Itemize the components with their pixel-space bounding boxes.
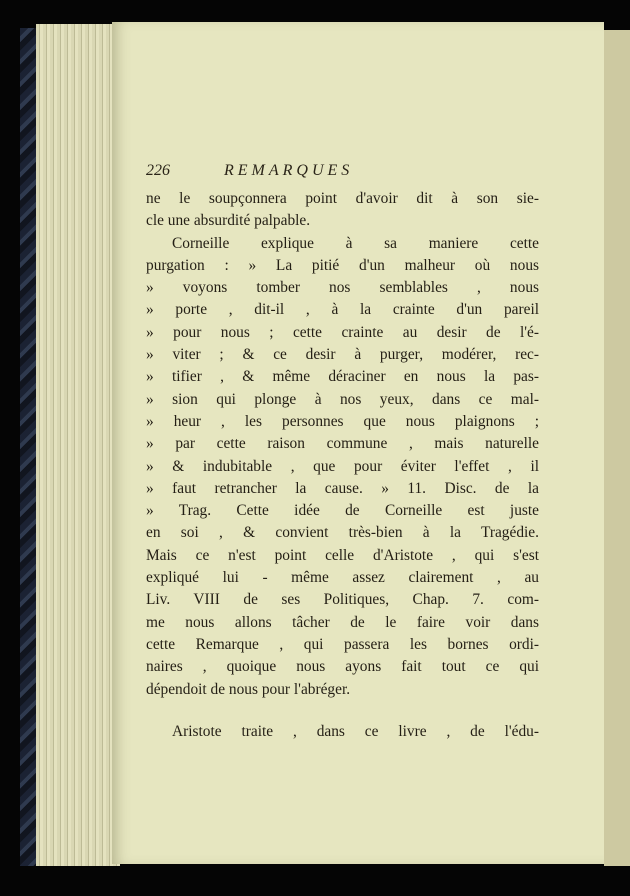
text-line: purgation : » La pitié d'un malheur où nous <box>146 256 539 274</box>
text-line: » Trag. Cette idée de Corneille est juste <box>146 502 539 520</box>
text-line: me nous allons tâcher de le faire voir dans <box>146 613 539 631</box>
text-line: » heur , les personnes que nous plaignons ; <box>146 412 539 430</box>
text-line: » & indubitable , que pour éviter l'effet , il <box>146 457 539 475</box>
text-line: Aristote traite , dans ce livre , de l'édu- <box>172 722 539 740</box>
text-line: Corneille explique à sa maniere cette <box>172 234 539 252</box>
text-line: cette Remarque , qui passera les bornes ordi- <box>146 635 539 653</box>
text-line: en soi , & convient très-bien à la Tragédie. <box>146 524 539 542</box>
text-line: » par cette raison commune , mais naturelle <box>146 435 539 453</box>
facing-page-edge <box>604 30 630 866</box>
text-line: » pour nous ; cette crainte au desir de l'é- <box>146 323 539 341</box>
text-line: » porte , dit-il , à la crainte d'un pareil <box>146 301 539 319</box>
text-line: Mais ce n'est point celle d'Aristote , qui s'est <box>146 546 539 564</box>
page-body-text <box>146 188 539 743</box>
text-line: naires , quoique nous ayons fait tout ce qui <box>146 658 539 676</box>
text-line: expliqué lui - même assez clairement , au <box>146 569 539 587</box>
text-line: » faut retrancher la cause. » 11. Disc. de la <box>146 479 539 497</box>
page-header <box>146 162 466 186</box>
page-number: 226 <box>146 162 170 179</box>
text-line: dépendoit de nous pour l'abréger. <box>146 680 351 698</box>
paragraph-gap <box>146 701 539 721</box>
text-line: cle une absurdité palpable. <box>146 212 311 230</box>
page-edges <box>36 24 120 866</box>
text-line: » sion qui plonge à nos yeux, dans ce mal- <box>146 390 539 408</box>
text-line: Liv. VIII de ses Politiques, Chap. 7. com- <box>146 591 539 609</box>
text-line: » tifier , & même déraciner en nous la pas- <box>146 368 539 386</box>
text-line: » voyons tomber nos semblables , nous <box>146 279 539 297</box>
text-line: ne le soupçonnera point d'avoir dit à son sie- <box>146 190 539 207</box>
text-line: » viter ; & ce desir à purger, modérer, rec- <box>146 346 539 364</box>
running-head: REMARQUES <box>224 162 354 179</box>
